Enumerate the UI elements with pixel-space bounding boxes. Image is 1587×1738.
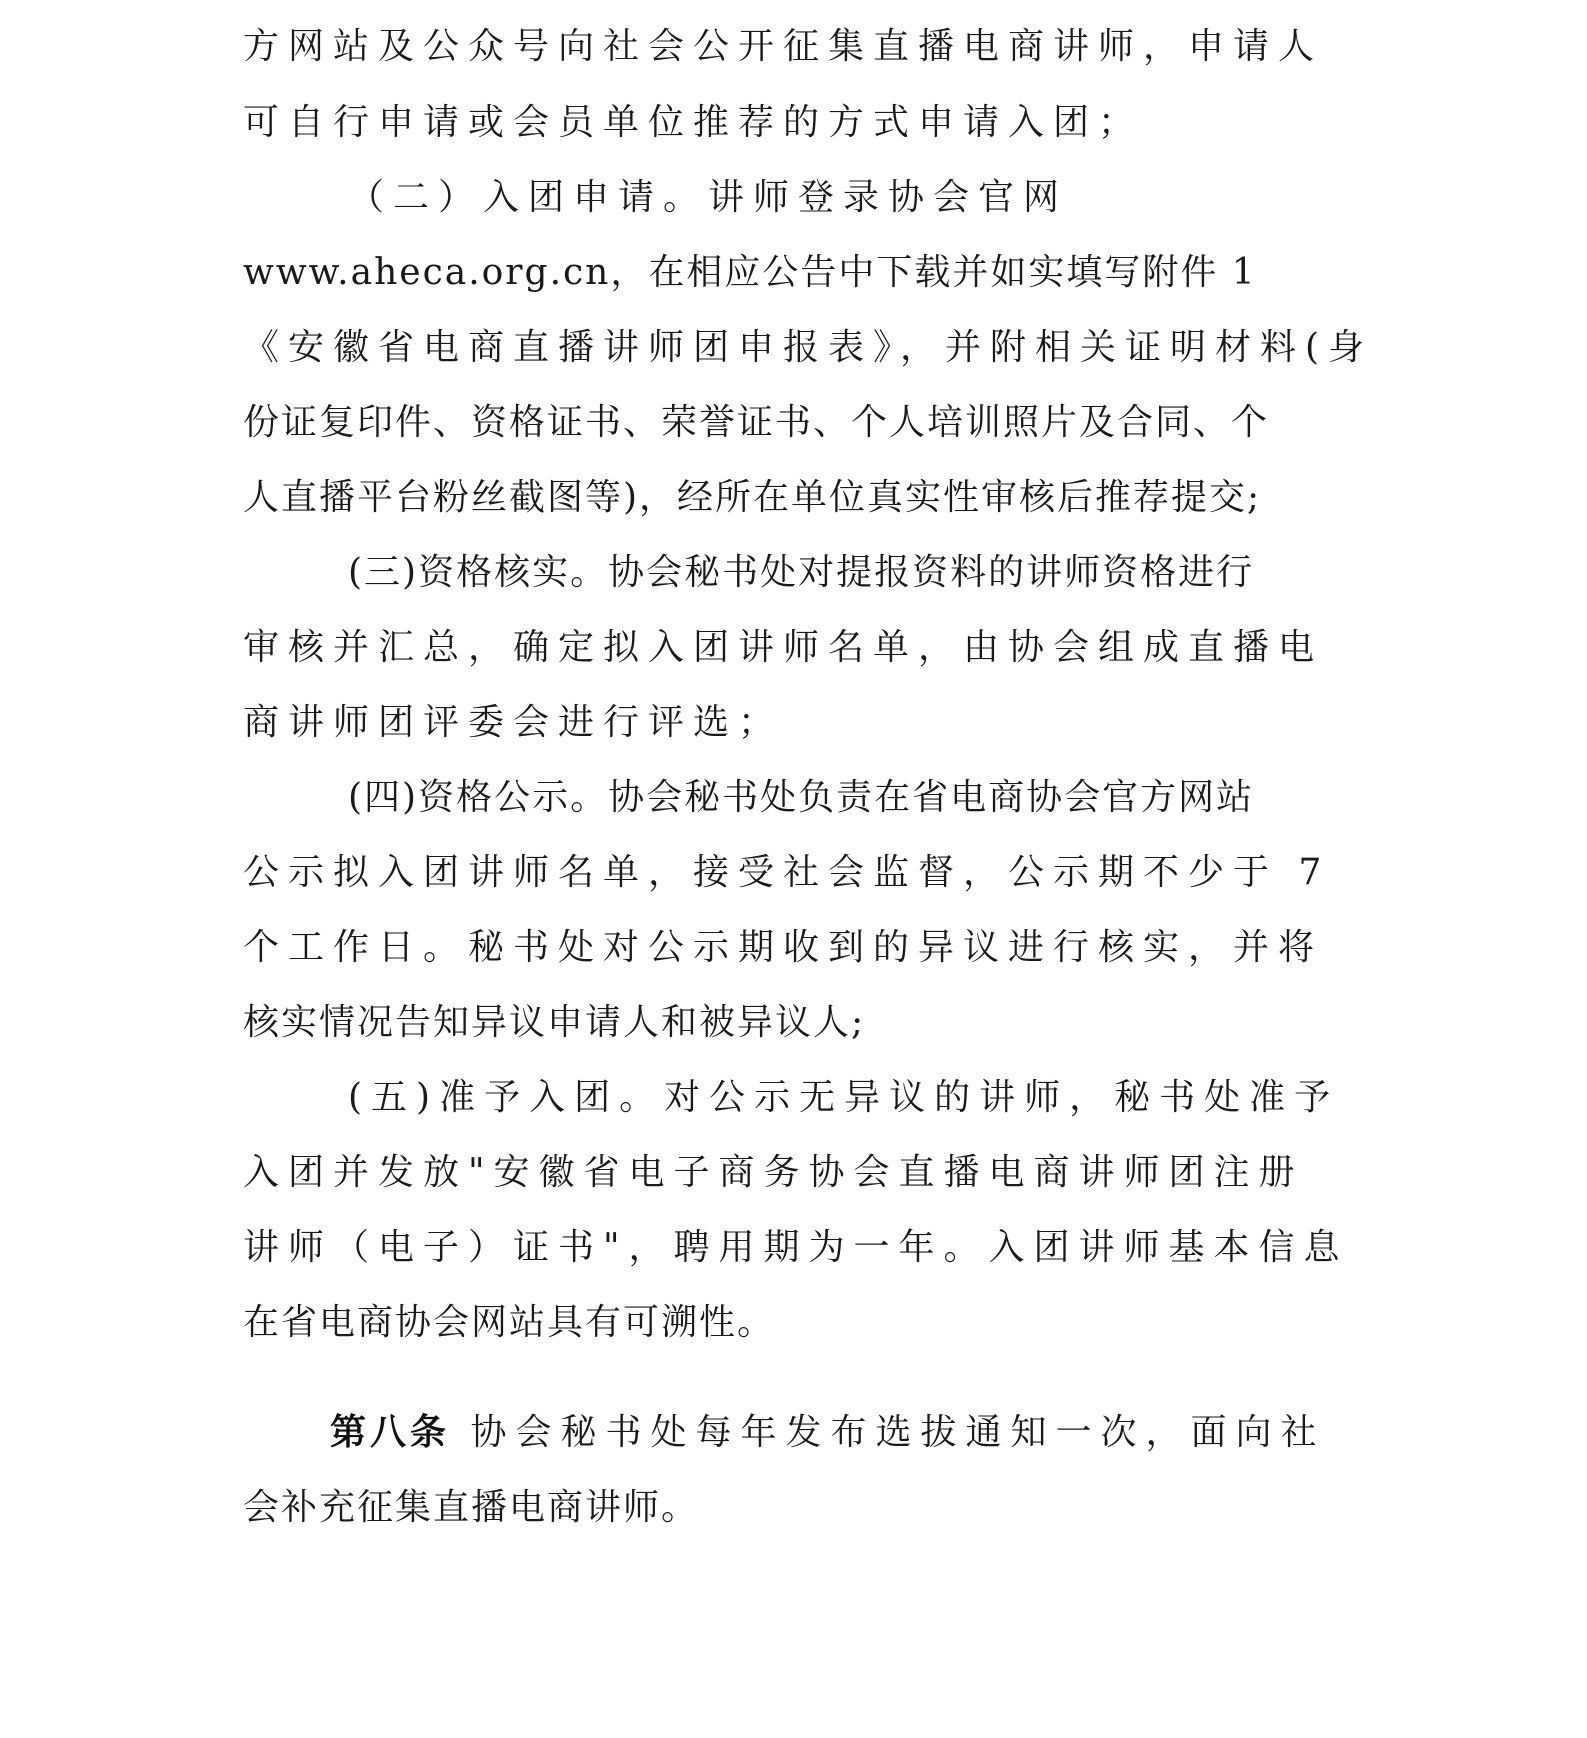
article-8-line (330, 1403, 1325, 1463)
text-line: 审核并汇总，确定拟入团讲师名单，由协会组成直播电 (243, 627, 1324, 668)
section-heading-3: (三)资格核实。协会秘书处对提报资料的讲师资格进行 (348, 552, 1255, 593)
section-heading-2: （二）入团申请。讲师登录协会官网 (348, 177, 1069, 218)
text-line: 方网站及公众号向社会公开征集直播电商讲师，申请人 (243, 26, 1324, 67)
text-line: 核实情况告知异议申请人和被异议人; (243, 1002, 866, 1043)
text-line: 份证复印件、资格证书、荣誉证书、个人培训照片及合同、个 (243, 402, 1270, 443)
text-line: 在省电商协会网站具有可溯性。 (243, 1302, 776, 1343)
text-line: 个工作日。秘书处对公示期收到的异议进行核实，并将 (243, 927, 1324, 968)
text-line: 人直播平台粉丝截图等)，经所在单位真实性审核后推荐提交; (243, 477, 1262, 518)
text-line: 商讲师团评委会进行评选； (243, 702, 784, 743)
text-line: 会补充征集直播电商讲师。 (243, 1487, 700, 1528)
section-heading-5: (五)准予入团。对公示无异议的讲师，秘书处准予 (348, 1077, 1340, 1118)
text-line: 公示拟入团讲师名单，接受社会监督，公示期不少于 7 (243, 852, 1331, 893)
article-8-label: 第八条 (330, 1412, 451, 1453)
section-heading-4: (四)资格公示。协会秘书处负责在省电商协会官方网站 (348, 777, 1255, 818)
article-8-text: 协会秘书处每年发布选拔通知一次，面向社 (470, 1412, 1326, 1453)
text-line: 讲师（电子）证书"，聘用期为一年。入团讲师基本信息 (243, 1227, 1349, 1268)
text-line: 可自行申请或会员单位推荐的方式申请入团； (243, 102, 1144, 143)
text-line: www.aheca.org.cn，在相应公告中下载并如实填写附件 1 (243, 252, 1257, 293)
text-line: 《安徽省电商直播讲师团申报表》，并附相关证明材料(身 (243, 327, 1374, 368)
text-line: 入团并发放"安徽省电子商务协会直播电商讲师团注册 (243, 1152, 1304, 1193)
